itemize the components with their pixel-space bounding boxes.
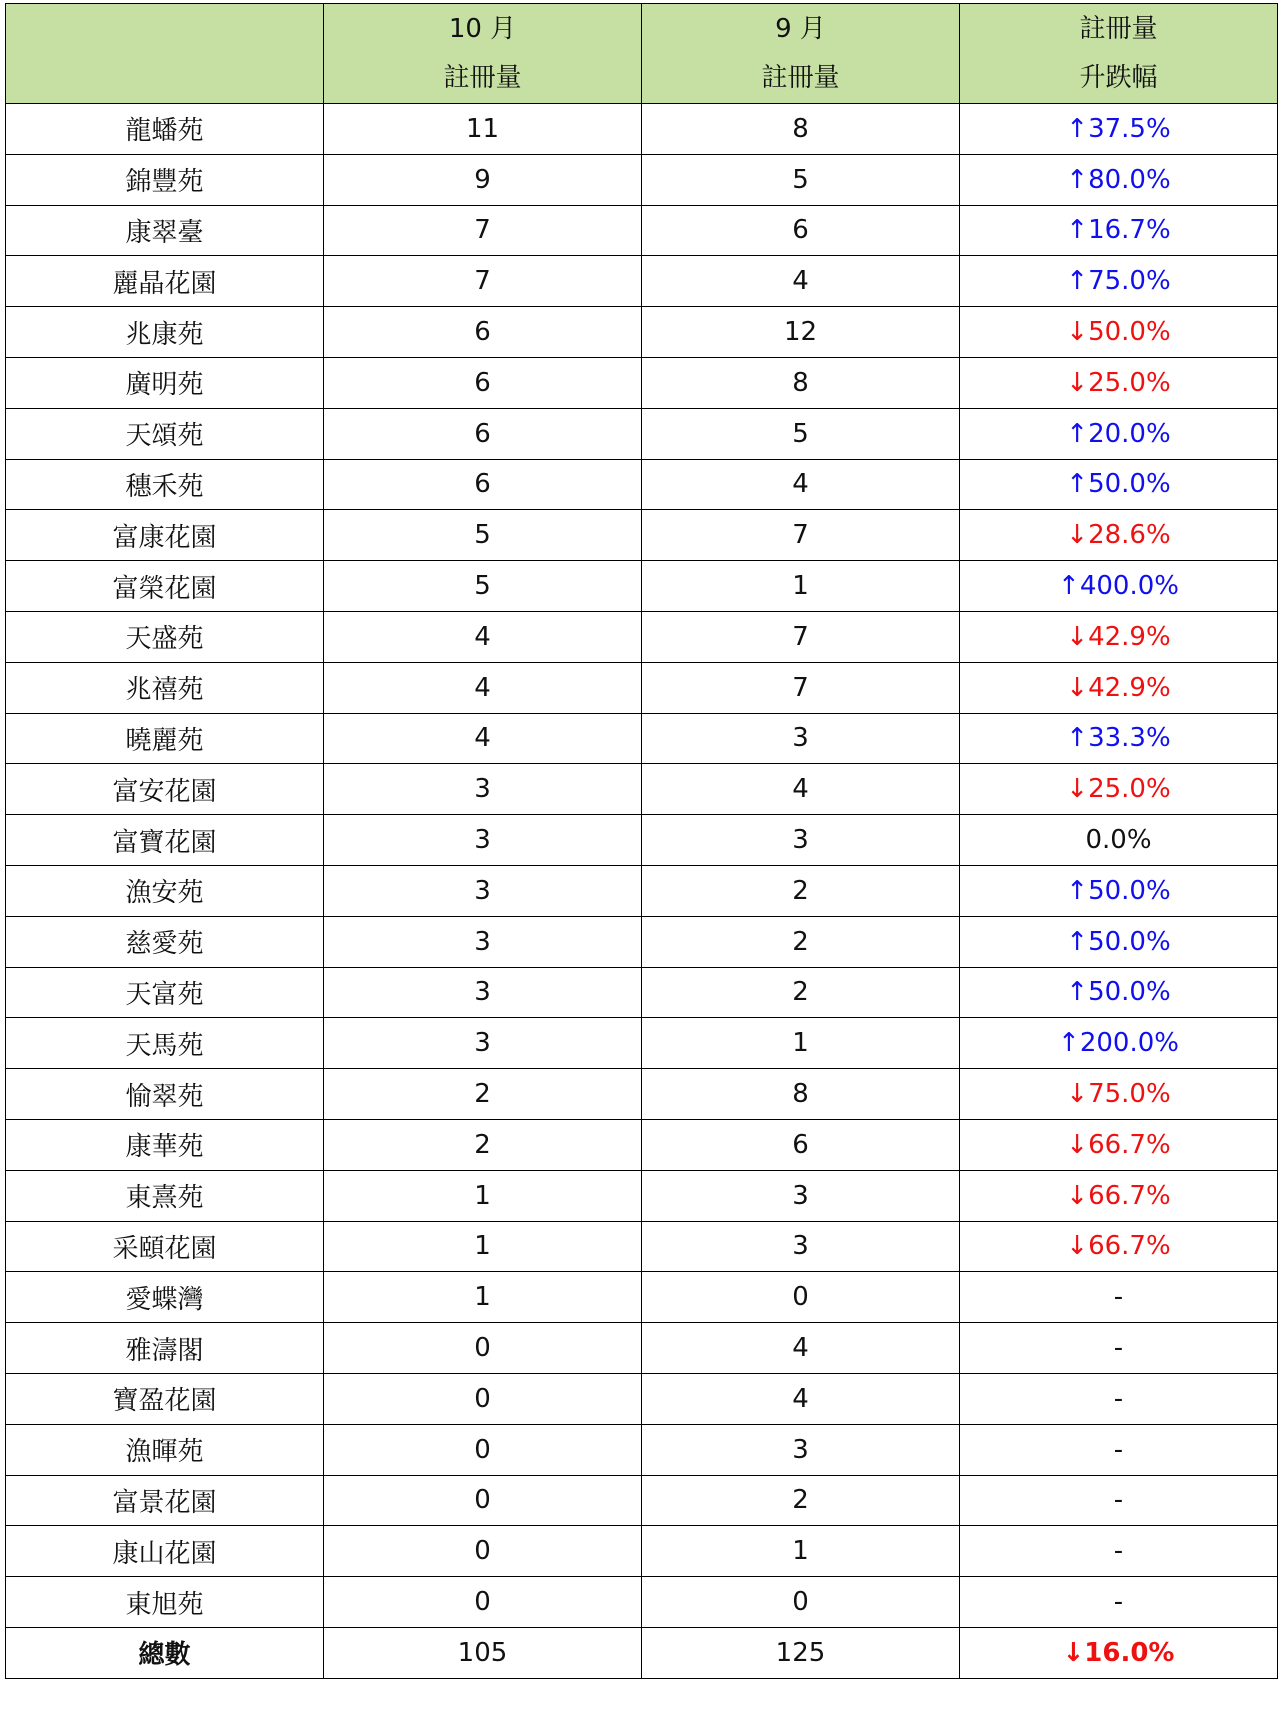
table-row bbox=[6, 1577, 1278, 1628]
october-count-cell: 0 bbox=[324, 1323, 642, 1374]
table-row bbox=[6, 1272, 1278, 1323]
table-row bbox=[6, 764, 1278, 815]
october-count-cell: 6 bbox=[324, 459, 642, 510]
change-percent-cell: ↓66.7% bbox=[960, 1170, 1278, 1221]
table-row bbox=[6, 713, 1278, 764]
september-count-cell: 7 bbox=[642, 510, 960, 561]
october-count-cell: 1 bbox=[324, 1272, 642, 1323]
estate-name-cell: 漁安苑 bbox=[6, 865, 324, 916]
estate-name-cell: 天馬苑 bbox=[6, 1018, 324, 1069]
october-count-cell: 6 bbox=[324, 307, 642, 358]
table-header bbox=[6, 4, 1278, 104]
change-percent-cell: ↑50.0% bbox=[960, 916, 1278, 967]
change-percent-cell: - bbox=[960, 1424, 1278, 1475]
estate-name-cell: 愛蝶灣 bbox=[6, 1272, 324, 1323]
estate-name-cell: 富康花園 bbox=[6, 510, 324, 561]
october-count-cell: 4 bbox=[324, 611, 642, 662]
october-count-cell: 1 bbox=[324, 1170, 642, 1221]
september-count-cell: 7 bbox=[642, 662, 960, 713]
total-change-cell: ↓16.0% bbox=[960, 1627, 1278, 1678]
september-count-cell: 12 bbox=[642, 307, 960, 358]
september-count-cell: 4 bbox=[642, 256, 960, 307]
september-count-cell: 4 bbox=[642, 459, 960, 510]
header-estate bbox=[6, 4, 324, 104]
change-percent-cell: ↑75.0% bbox=[960, 256, 1278, 307]
change-percent-cell: ↑16.7% bbox=[960, 205, 1278, 256]
change-percent-cell: - bbox=[960, 1475, 1278, 1526]
september-count-cell: 4 bbox=[642, 764, 960, 815]
estate-name-cell: 天富苑 bbox=[6, 967, 324, 1018]
september-count-cell: 3 bbox=[642, 1221, 960, 1272]
change-percent-cell: ↓25.0% bbox=[960, 357, 1278, 408]
september-count-cell: 3 bbox=[642, 713, 960, 764]
october-count-cell: 4 bbox=[324, 713, 642, 764]
estate-name-cell: 采頤花園 bbox=[6, 1221, 324, 1272]
header-change-line2: 升跌幅 bbox=[1079, 62, 1158, 93]
table-row bbox=[6, 256, 1278, 307]
estate-name-cell: 東旭苑 bbox=[6, 1577, 324, 1628]
september-count-cell: 5 bbox=[642, 408, 960, 459]
change-percent-cell: - bbox=[960, 1373, 1278, 1424]
header-september-line1: 9 月 bbox=[775, 13, 826, 44]
october-count-cell: 0 bbox=[324, 1373, 642, 1424]
october-count-cell: 0 bbox=[324, 1424, 642, 1475]
table-row bbox=[6, 357, 1278, 408]
table-row bbox=[6, 1119, 1278, 1170]
header-september-registrations bbox=[642, 4, 960, 104]
header-change-line1: 註冊量 bbox=[1079, 13, 1158, 44]
table-row bbox=[6, 916, 1278, 967]
estate-name-cell: 富安花園 bbox=[6, 764, 324, 815]
table-row bbox=[6, 1170, 1278, 1221]
october-count-cell: 0 bbox=[324, 1475, 642, 1526]
september-count-cell: 1 bbox=[642, 561, 960, 612]
september-count-cell: 8 bbox=[642, 1069, 960, 1120]
change-percent-cell: ↑400.0% bbox=[960, 561, 1278, 612]
estate-name-cell: 兆禧苑 bbox=[6, 662, 324, 713]
registration-table bbox=[5, 3, 1278, 1679]
estate-name-cell: 富榮花園 bbox=[6, 561, 324, 612]
change-percent-cell: 0.0% bbox=[960, 815, 1278, 866]
table-row bbox=[6, 1475, 1278, 1526]
change-percent-cell: ↓28.6% bbox=[960, 510, 1278, 561]
october-count-cell: 3 bbox=[324, 967, 642, 1018]
change-percent-cell: - bbox=[960, 1577, 1278, 1628]
estate-name-cell: 東熹苑 bbox=[6, 1170, 324, 1221]
table-row bbox=[6, 1069, 1278, 1120]
estate-name-cell: 雅濤閣 bbox=[6, 1323, 324, 1374]
table-row bbox=[6, 1373, 1278, 1424]
september-count-cell: 3 bbox=[642, 815, 960, 866]
change-percent-cell: - bbox=[960, 1272, 1278, 1323]
total-september-cell: 125 bbox=[642, 1627, 960, 1678]
table-row bbox=[6, 459, 1278, 510]
october-count-cell: 2 bbox=[324, 1069, 642, 1120]
estate-name-cell: 寶盈花園 bbox=[6, 1373, 324, 1424]
change-percent-cell: ↓66.7% bbox=[960, 1119, 1278, 1170]
table-row bbox=[6, 815, 1278, 866]
change-percent-cell: ↓42.9% bbox=[960, 662, 1278, 713]
estate-name-cell: 富景花園 bbox=[6, 1475, 324, 1526]
table-row bbox=[6, 205, 1278, 256]
september-count-cell: 2 bbox=[642, 1475, 960, 1526]
september-count-cell: 5 bbox=[642, 154, 960, 205]
table-row bbox=[6, 1526, 1278, 1577]
table-row bbox=[6, 611, 1278, 662]
table-row bbox=[6, 1018, 1278, 1069]
table-row bbox=[6, 1424, 1278, 1475]
september-count-cell: 4 bbox=[642, 1373, 960, 1424]
september-count-cell: 4 bbox=[642, 1323, 960, 1374]
estate-name-cell: 康翠臺 bbox=[6, 205, 324, 256]
estate-name-cell: 康山花園 bbox=[6, 1526, 324, 1577]
change-percent-cell: ↓42.9% bbox=[960, 611, 1278, 662]
september-count-cell: 8 bbox=[642, 104, 960, 155]
october-count-cell: 3 bbox=[324, 764, 642, 815]
october-count-cell: 5 bbox=[324, 561, 642, 612]
total-october-cell: 105 bbox=[324, 1627, 642, 1678]
september-count-cell: 6 bbox=[642, 1119, 960, 1170]
september-count-cell: 3 bbox=[642, 1170, 960, 1221]
change-percent-cell: ↑33.3% bbox=[960, 713, 1278, 764]
header-september-line2: 註冊量 bbox=[761, 62, 840, 93]
september-count-cell: 1 bbox=[642, 1526, 960, 1577]
total-row bbox=[6, 1627, 1278, 1678]
september-count-cell: 0 bbox=[642, 1577, 960, 1628]
change-percent-cell: ↓25.0% bbox=[960, 764, 1278, 815]
october-count-cell: 6 bbox=[324, 357, 642, 408]
estate-name-cell: 富寶花園 bbox=[6, 815, 324, 866]
october-count-cell: 0 bbox=[324, 1577, 642, 1628]
estate-name-cell: 麗晶花園 bbox=[6, 256, 324, 307]
header-october-line1: 10 月 bbox=[448, 13, 517, 44]
september-count-cell: 6 bbox=[642, 205, 960, 256]
header-row bbox=[6, 4, 1278, 104]
total-label-cell: 總數 bbox=[6, 1627, 324, 1678]
estate-name-cell: 穗禾苑 bbox=[6, 459, 324, 510]
table-row bbox=[6, 1221, 1278, 1272]
table-row bbox=[6, 662, 1278, 713]
september-count-cell: 3 bbox=[642, 1424, 960, 1475]
table-row bbox=[6, 865, 1278, 916]
change-percent-cell: - bbox=[960, 1323, 1278, 1374]
september-count-cell: 2 bbox=[642, 865, 960, 916]
table-row bbox=[6, 154, 1278, 205]
october-count-cell: 1 bbox=[324, 1221, 642, 1272]
table-row bbox=[6, 967, 1278, 1018]
table-row bbox=[6, 561, 1278, 612]
change-percent-cell: ↓66.7% bbox=[960, 1221, 1278, 1272]
change-percent-cell: ↑20.0% bbox=[960, 408, 1278, 459]
change-percent-cell: ↓50.0% bbox=[960, 307, 1278, 358]
october-count-cell: 2 bbox=[324, 1119, 642, 1170]
change-percent-cell: ↓75.0% bbox=[960, 1069, 1278, 1120]
october-count-cell: 0 bbox=[324, 1526, 642, 1577]
change-percent-cell: - bbox=[960, 1526, 1278, 1577]
estate-name-cell: 曉麗苑 bbox=[6, 713, 324, 764]
estate-name-cell: 兆康苑 bbox=[6, 307, 324, 358]
october-count-cell: 9 bbox=[324, 154, 642, 205]
change-percent-cell: ↑50.0% bbox=[960, 459, 1278, 510]
october-count-cell: 11 bbox=[324, 104, 642, 155]
change-percent-cell: ↑200.0% bbox=[960, 1018, 1278, 1069]
september-count-cell: 2 bbox=[642, 967, 960, 1018]
estate-name-cell: 愉翠苑 bbox=[6, 1069, 324, 1120]
header-october-registrations bbox=[324, 4, 642, 104]
estate-name-cell: 錦豐苑 bbox=[6, 154, 324, 205]
change-percent-cell: ↑50.0% bbox=[960, 967, 1278, 1018]
estate-name-cell: 康華苑 bbox=[6, 1119, 324, 1170]
estate-name-cell: 廣明苑 bbox=[6, 357, 324, 408]
october-count-cell: 7 bbox=[324, 256, 642, 307]
september-count-cell: 8 bbox=[642, 357, 960, 408]
table-row bbox=[6, 408, 1278, 459]
october-count-cell: 3 bbox=[324, 815, 642, 866]
september-count-cell: 7 bbox=[642, 611, 960, 662]
october-count-cell: 4 bbox=[324, 662, 642, 713]
october-count-cell: 3 bbox=[324, 916, 642, 967]
table-row bbox=[6, 307, 1278, 358]
change-percent-cell: ↑80.0% bbox=[960, 154, 1278, 205]
september-count-cell: 2 bbox=[642, 916, 960, 967]
table-row bbox=[6, 104, 1278, 155]
registration-table-container bbox=[5, 3, 1278, 1679]
september-count-cell: 0 bbox=[642, 1272, 960, 1323]
estate-name-cell: 天盛苑 bbox=[6, 611, 324, 662]
estate-name-cell: 漁暉苑 bbox=[6, 1424, 324, 1475]
october-count-cell: 5 bbox=[324, 510, 642, 561]
september-count-cell: 1 bbox=[642, 1018, 960, 1069]
change-percent-cell: ↑37.5% bbox=[960, 104, 1278, 155]
change-percent-cell: ↑50.0% bbox=[960, 865, 1278, 916]
october-count-cell: 3 bbox=[324, 1018, 642, 1069]
table-body bbox=[6, 104, 1278, 1679]
october-count-cell: 3 bbox=[324, 865, 642, 916]
estate-name-cell: 慈愛苑 bbox=[6, 916, 324, 967]
table-row bbox=[6, 510, 1278, 561]
october-count-cell: 6 bbox=[324, 408, 642, 459]
table-row bbox=[6, 1323, 1278, 1374]
october-count-cell: 7 bbox=[324, 205, 642, 256]
header-change-percent bbox=[960, 4, 1278, 104]
estate-name-cell: 天頌苑 bbox=[6, 408, 324, 459]
header-october-line2: 註冊量 bbox=[443, 62, 522, 93]
estate-name-cell: 龍蟠苑 bbox=[6, 104, 324, 155]
